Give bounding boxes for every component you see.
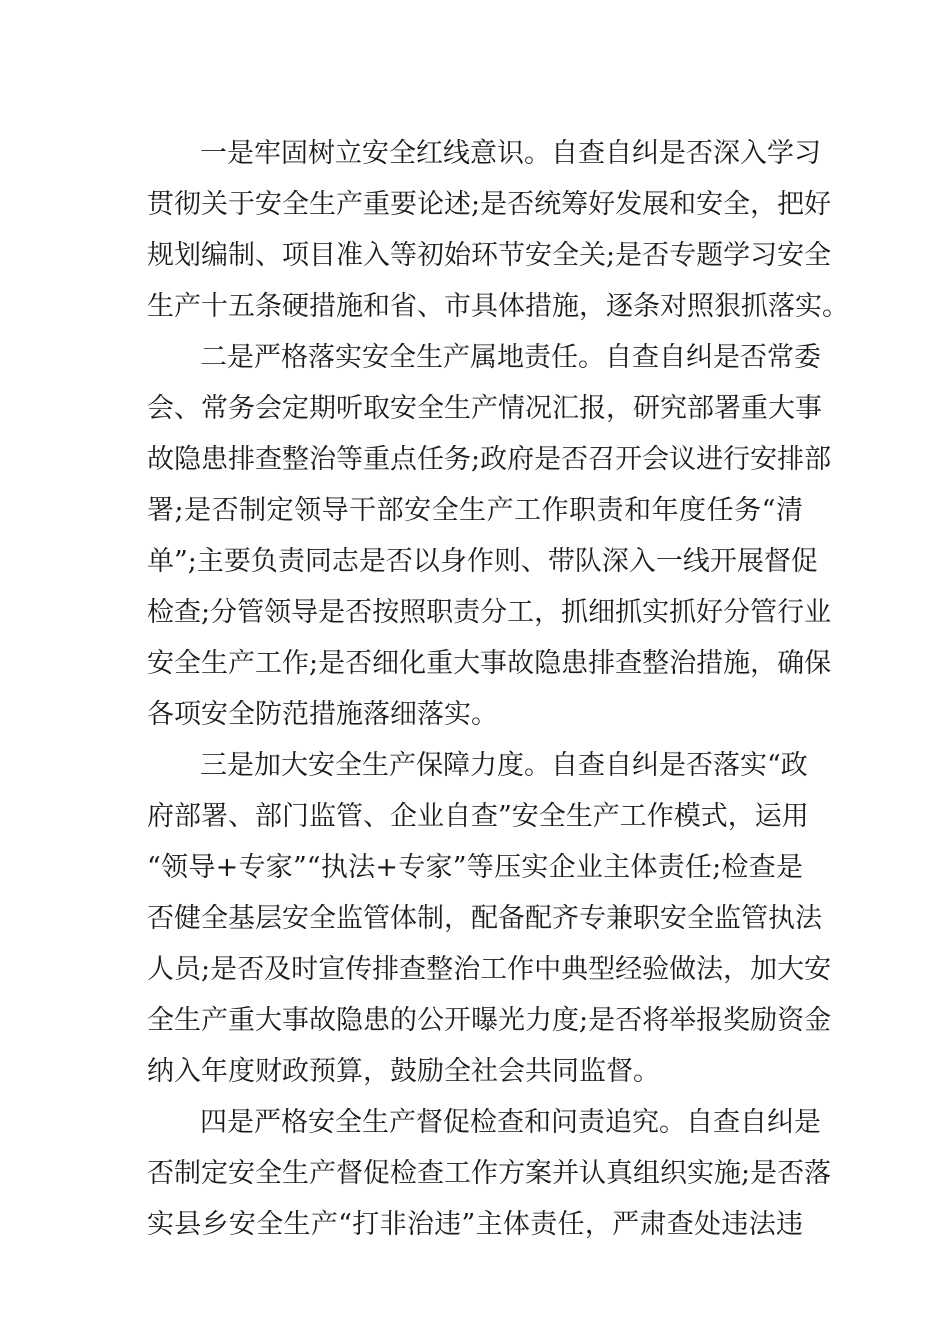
paragraph-4-line-2: 否制定安全生产督促检查工作方案并认真组织实施;是否落 [147, 1158, 832, 1189]
paragraph-2-line-8: 各项安全防范措施落细落实。 [147, 699, 498, 730]
paragraph-4-line-3: 实县乡安全生产“打非治违”主体责任，严肃查处违法违 [147, 1209, 803, 1240]
paragraph-1-line-1: 一是牢固树立安全红线意识。自查自纠是否深入学习 [200, 138, 821, 169]
paragraph-2-line-4: 署;是否制定领导干部安全生产工作职责和年度任务“清 [147, 495, 803, 526]
paragraph-3-line-5: 人员;是否及时宣传排查整治工作中典型经验做法，加大安 [147, 954, 832, 985]
paragraph-3-line-6: 全生产重大事故隐患的公开曝光力度;是否将举报奖励资金 [147, 1005, 832, 1036]
paragraph-4-line-1: 四是严格安全生产督促检查和问责追究。自查自纠是 [200, 1107, 821, 1138]
paragraph-1-line-3: 规划编制、项目准入等初始环节安全关;是否专题学习安全 [147, 240, 832, 271]
paragraph-3-line-1: 三是加大安全生产保障力度。自查自纠是否落实“政 [200, 750, 808, 781]
paragraph-2-line-7: 安全生产工作;是否细化重大事故隐患排查整治措施，确保 [147, 648, 832, 679]
paragraph-3-line-7: 纳入年度财政预算，鼓励全社会共同监督。 [147, 1056, 660, 1087]
paragraph-3-line-4: 否健全基层安全监管体制，配备配齐专兼职安全监管执法 [147, 903, 822, 934]
paragraph-3-line-3: “领导+专家”“执法+专家”等压实企业主体责任;检查是 [147, 852, 803, 883]
paragraph-1-line-4: 生产十五条硬措施和省、市具体措施，逐条对照狠抓落实。 [147, 291, 849, 322]
paragraph-2-line-1: 二是严格落实安全生产属地责任。自查自纠是否常委 [200, 342, 821, 373]
paragraph-2-line-2: 会、常务会定期听取安全生产情况汇报，研究部署重大事 [147, 393, 822, 424]
paragraph-2-line-5: 单”;主要负责同志是否以身作则、带队深入一线开展督促 [147, 546, 818, 577]
paragraph-2-line-3: 故隐患排查整治等重点任务;政府是否召开会议进行安排部 [147, 444, 832, 475]
paragraph-1-line-2: 贯彻关于安全生产重要论述;是否统筹好发展和安全，把好 [147, 189, 832, 220]
paragraph-3-line-2: 府部署、部门监管、企业自查”安全生产工作模式，运用 [147, 801, 809, 832]
paragraph-2-line-6: 检查;分管领导是否按照职责分工，抓细抓实抓好分管行业 [147, 597, 832, 628]
